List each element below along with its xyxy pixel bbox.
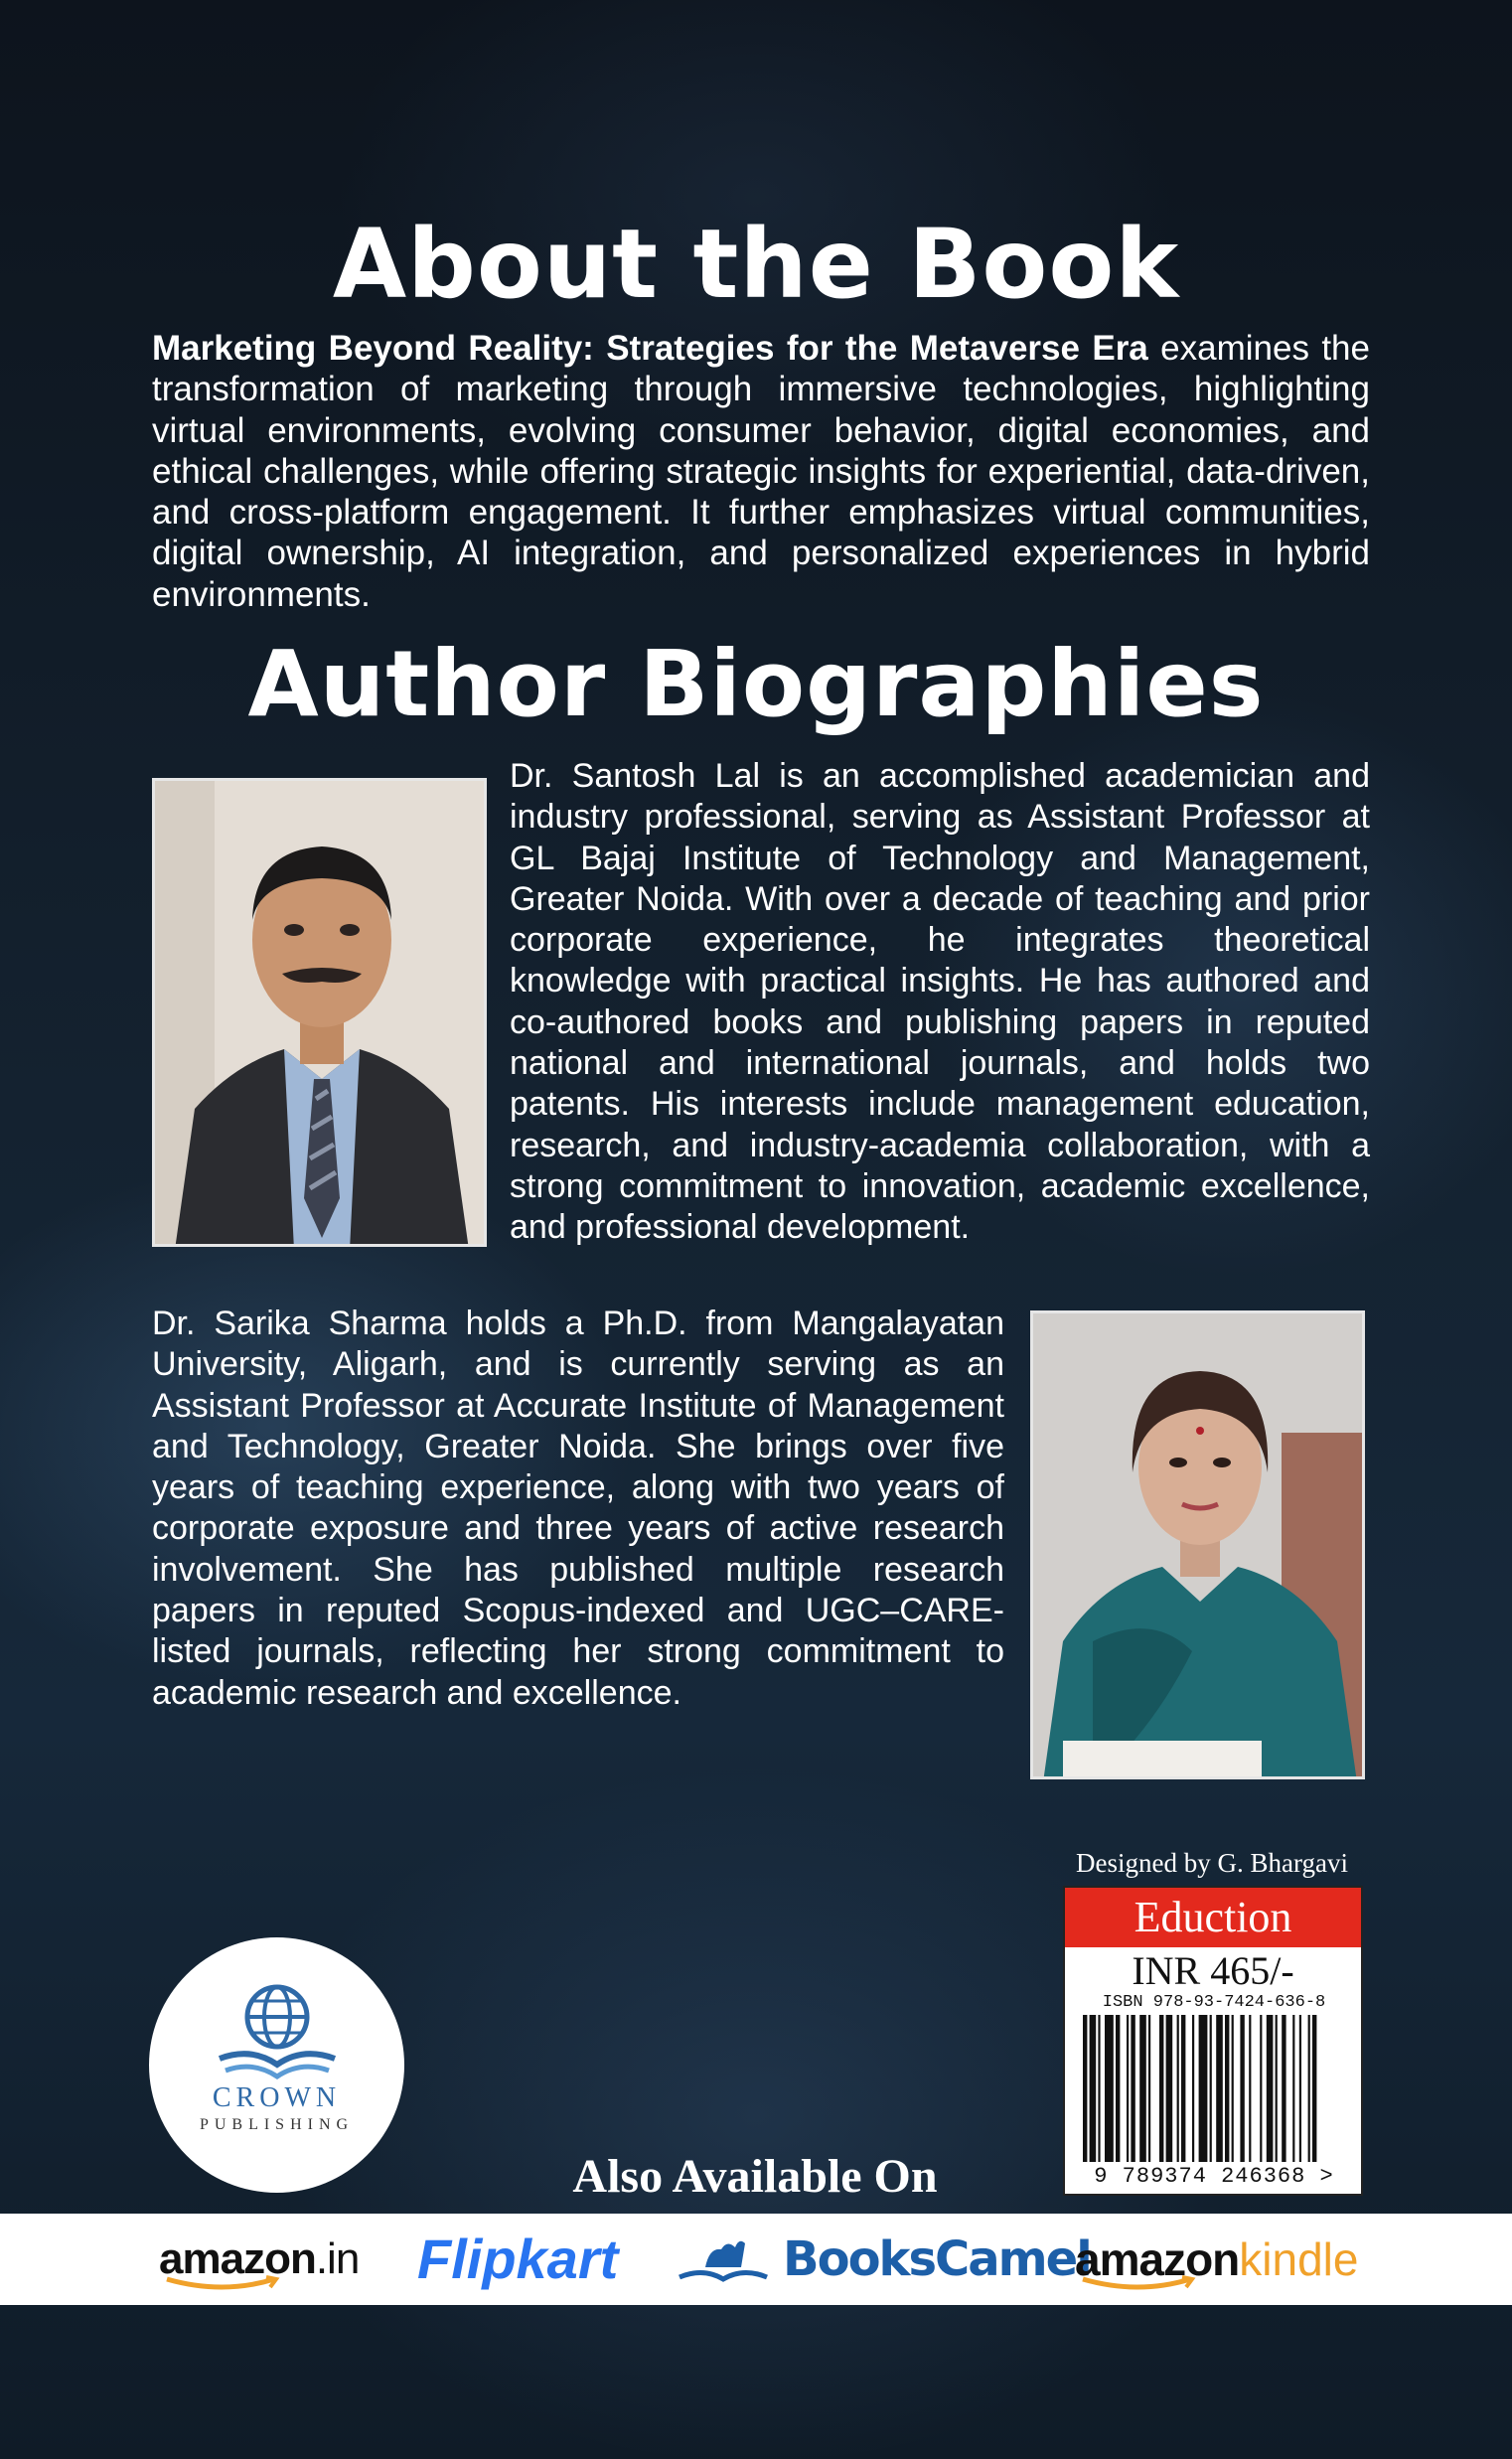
barcode-icon	[1083, 2015, 1343, 2162]
portrait-woman-illustration	[1033, 1313, 1365, 1779]
author-photo-santosh-lal	[152, 778, 487, 1247]
bookscamel-logo[interactable]	[676, 2214, 1091, 2305]
barcode-bar	[1192, 2015, 1194, 2162]
kindle-smile-icon	[1079, 2275, 1198, 2293]
barcode-bar	[1225, 2015, 1229, 2162]
barcode-bar	[1299, 2015, 1301, 2162]
barcode-bar	[1292, 2015, 1294, 2162]
barcode-bar	[1127, 2015, 1129, 2162]
flipkart-logo[interactable]: Flipkart	[417, 2228, 619, 2290]
barcode-bar	[1131, 2015, 1134, 2162]
barcode-bar	[1216, 2015, 1223, 2162]
author-photo-sarika-sharma	[1030, 1310, 1365, 1779]
barcode-bar	[1249, 2015, 1251, 2162]
barcode-bar	[1232, 2015, 1234, 2162]
bookscamel-wordmark: BooksCamel	[783, 2231, 1091, 2287]
barcode-bar	[1177, 2015, 1179, 2162]
barcode-bar	[1210, 2015, 1212, 2162]
store-logos-bar	[0, 2214, 1512, 2305]
barcode-bar	[1139, 2015, 1146, 2162]
publisher-name: CROWN	[212, 2082, 342, 2113]
barcode-bar	[1116, 2015, 1120, 2162]
biographies-title: Author Biographies	[247, 631, 1265, 737]
camel-book-icon	[676, 2233, 771, 2287]
globe-book-icon	[212, 1979, 343, 2088]
price: INR 465/-	[1132, 1948, 1294, 1993]
about-body: examines the transformation of marketing through immersive technologies, highlighting virtual environments, evolving consumer behavior, digital economies, and ethical challenges, while offering strategic insights for experiential, data-driven, and cross-platform engagement. It further emphasizes virtual communities, digital ownership, AI integration, and personalized experiences in hybrid environments.	[152, 329, 1370, 614]
amazon-domain: .in	[315, 2234, 360, 2283]
barcode-digits: 9 789374 246368 >	[1094, 2164, 1334, 2189]
category-label: Eduction	[1065, 1888, 1361, 1947]
about-description	[152, 328, 1370, 615]
barcode-bar	[1105, 2015, 1114, 2162]
barcode-bar	[1240, 2015, 1244, 2162]
publisher-logo	[149, 1937, 404, 2193]
kindle-wordmark: kindle	[1239, 2233, 1359, 2285]
price-barcode-box	[1063, 1886, 1363, 2196]
amazon-wordmark: amazon	[159, 2234, 316, 2283]
isbn: ISBN 978-93-7424-636-8	[1102, 1993, 1326, 2012]
book-title: Marketing Beyond Reality: Strategies for the Metaverse Era	[152, 329, 1148, 368]
amazon-in-logo[interactable]	[159, 2214, 359, 2305]
barcode-bar	[1282, 2015, 1285, 2162]
barcode-bar	[1083, 2015, 1087, 2162]
barcode-bar	[1199, 2015, 1208, 2162]
barcode-bar	[1181, 2015, 1185, 2162]
author-bio-santosh-lal: Dr. Santosh Lal is an accomplished academician and industry professional, serving as Assistant Professor at GL Bajaj Institute of Technology and Management, Greater Noida. With over a decade of teaching and prior corporate experience, he integrates theoretical knowledge with practical insights. He has authored and co-authored books and publishing papers in reputed national and international journals, and holds two patents. His interests include management education, research, and industry-academia collaboration, with a strong commitment to innovation, academic excellence, and professional development.	[510, 757, 1370, 1247]
barcode-bar	[1312, 2015, 1316, 2162]
barcode-bar	[1098, 2015, 1100, 2162]
barcode-bar	[1308, 2015, 1310, 2162]
author-bio-sarika-sharma: Dr. Sarika Sharma holds a Ph.D. from Mangalayatan University, Aligarh, and is currently serving as an Assistant Professor at Accurate Institute of Management and Technology, Greater Noida. She brings over five years of teaching experience, along with two years of corporate exposure and three years of active research involvement. She has published multiple research papers in reputed Scopus-indexed and UGC–CARE-listed journals, reflecting her strong commitment to academic research and excellence.	[152, 1305, 1004, 1712]
barcode-bar	[1090, 2015, 1097, 2162]
designer-credit: Designed by G. Bhargavi	[1076, 1848, 1348, 1878]
barcode-bar	[1267, 2015, 1274, 2162]
portrait-man-illustration	[155, 781, 487, 1247]
barcode-bar	[1148, 2015, 1150, 2162]
amazon-smile-icon	[163, 2275, 282, 2293]
barcode-bar	[1159, 2015, 1163, 2162]
kindle-amazon-wordmark: amazon	[1075, 2233, 1240, 2285]
barcode-bar	[1260, 2015, 1262, 2162]
publisher-subtitle: PUBLISHING	[199, 2116, 355, 2133]
amazon-kindle-logo[interactable]	[1075, 2214, 1358, 2305]
also-available-heading: Also Available On	[572, 2150, 938, 2203]
about-title: About the Book	[332, 209, 1180, 320]
barcode-bar	[1276, 2015, 1278, 2162]
barcode-bar	[1166, 2015, 1173, 2162]
